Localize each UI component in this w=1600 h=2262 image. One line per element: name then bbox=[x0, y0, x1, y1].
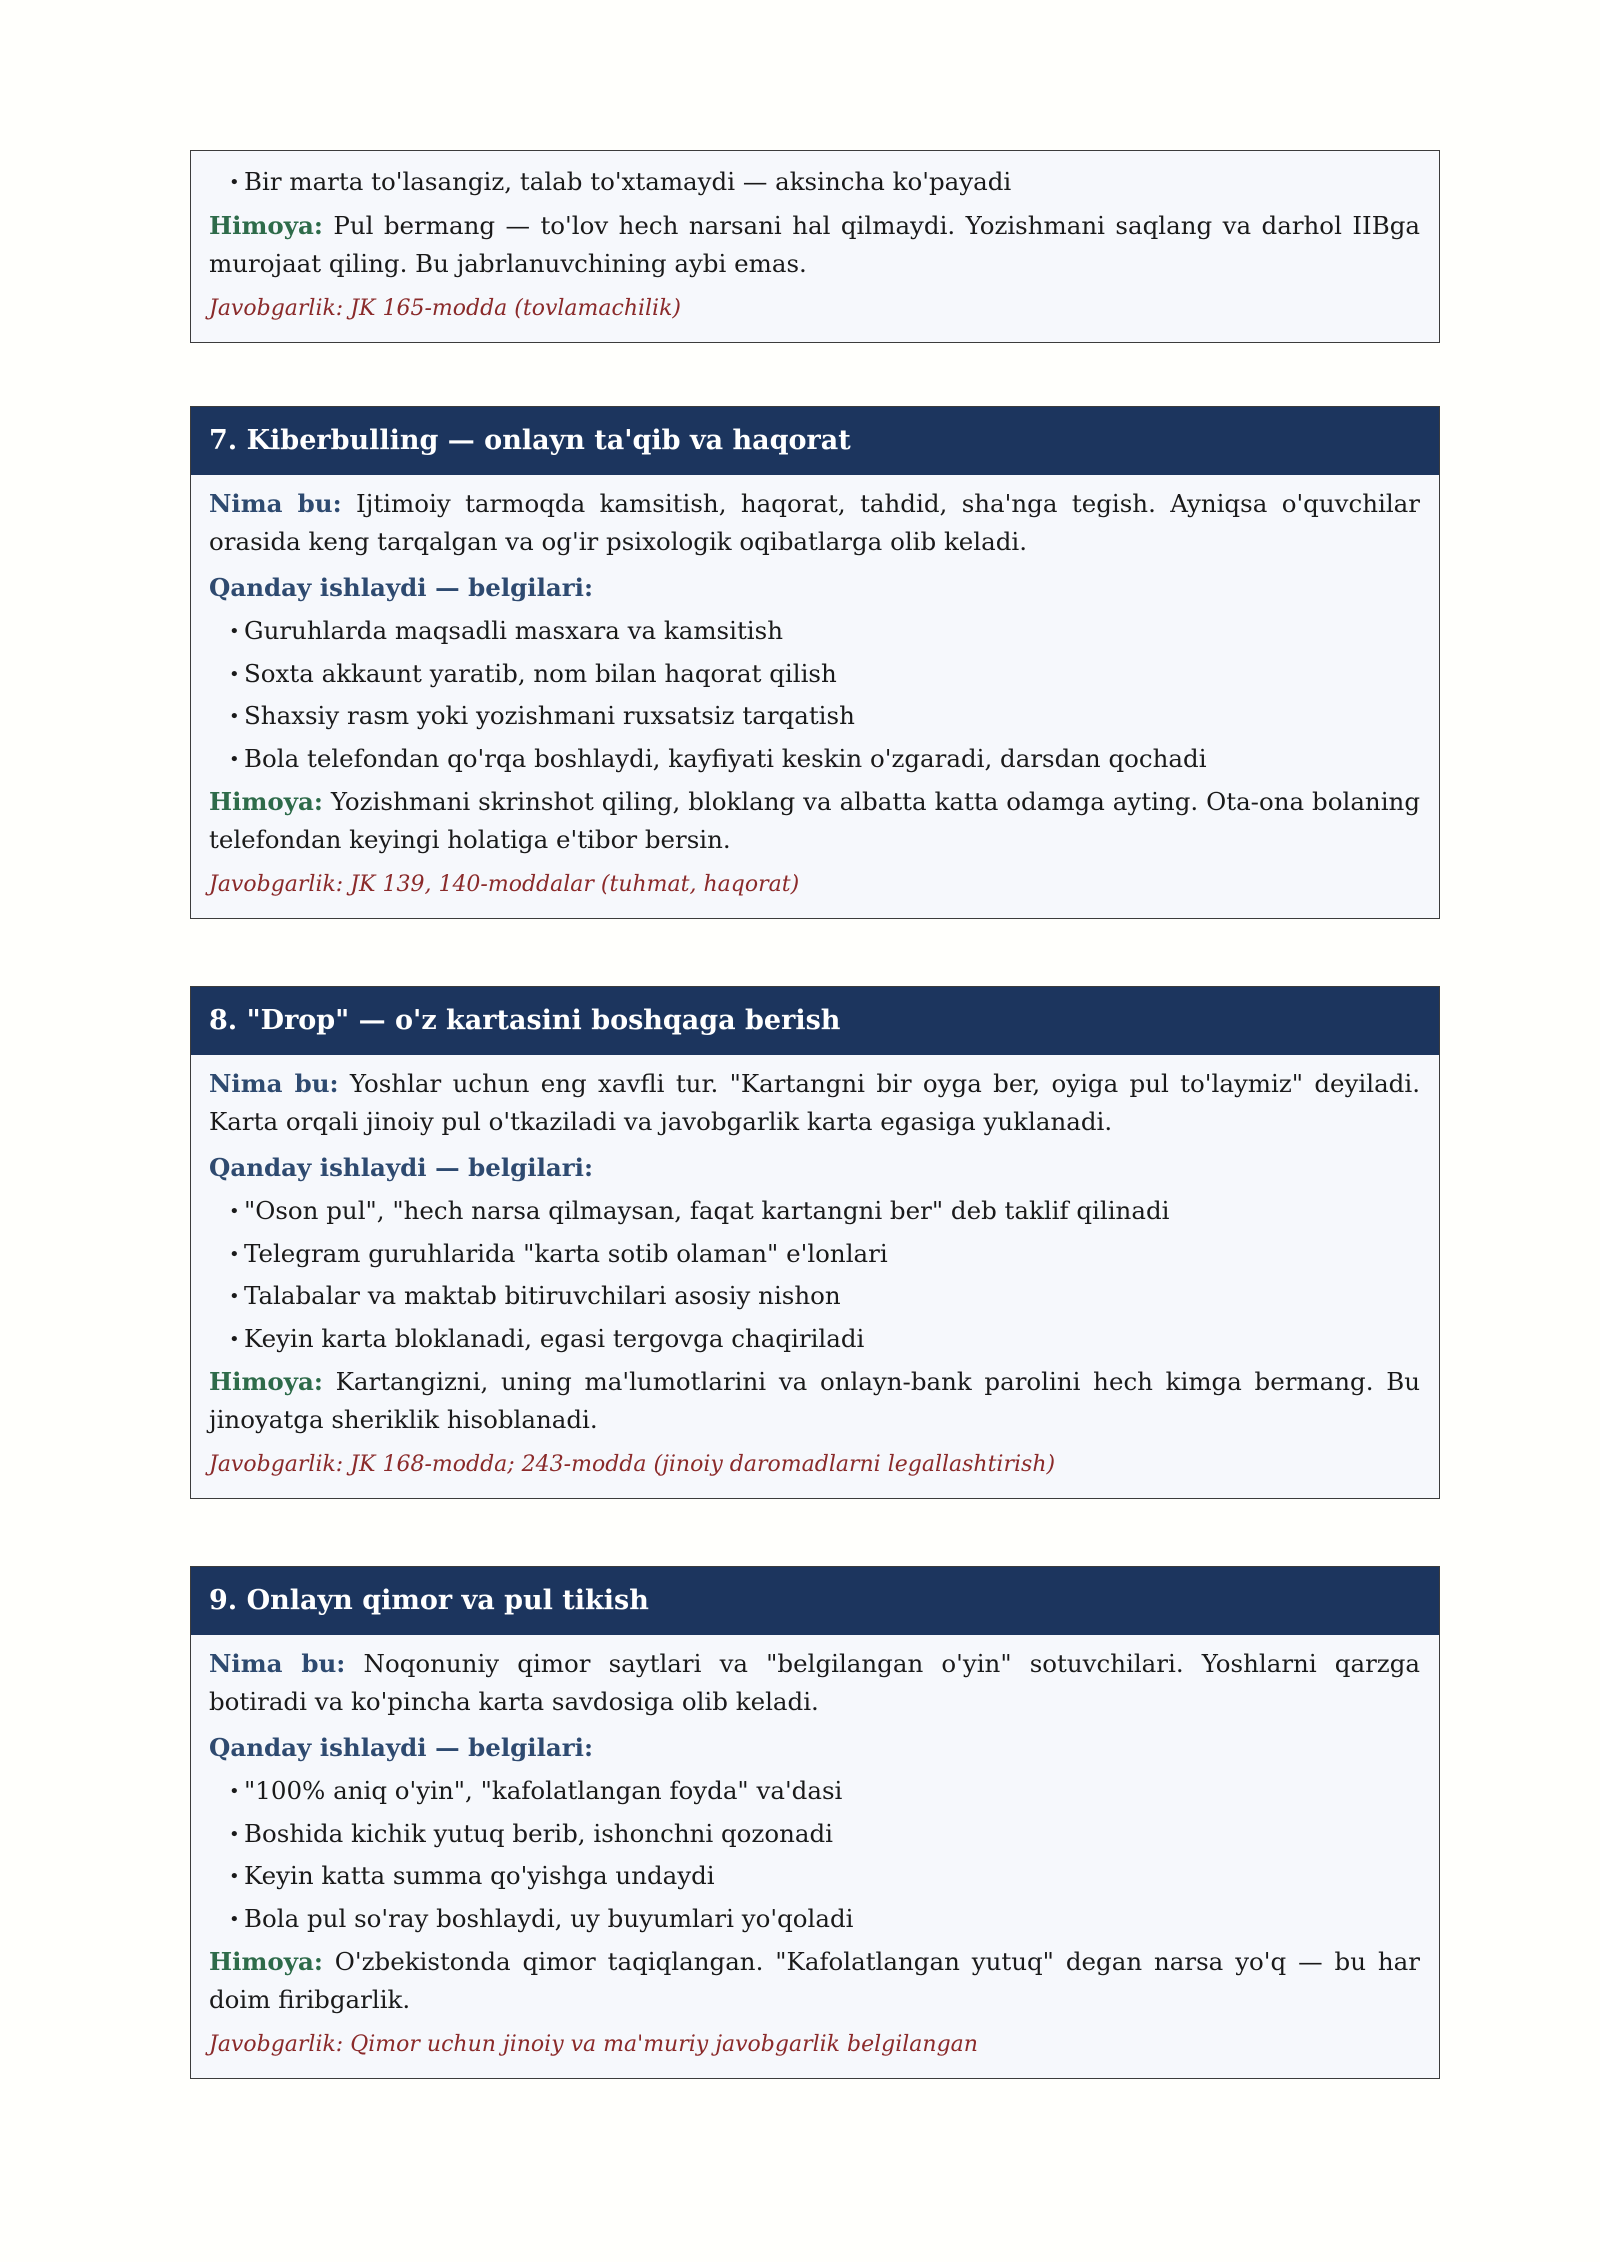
protection-paragraph bbox=[209, 1363, 1420, 1439]
how-heading: Qanday ishlaydi — belgilari: bbox=[209, 573, 594, 602]
what-label: Nima bu: bbox=[209, 489, 342, 518]
signs-list bbox=[209, 1770, 1420, 1940]
responsibility-note: Javobgarlik: JK 168-modda; 243-modda (jinoiy daromadlarni legallashtirish) bbox=[209, 1452, 1056, 1477]
list-item: • Keyin katta summa qo'yishga undaydi bbox=[229, 1861, 715, 1890]
signs-list bbox=[209, 161, 1420, 204]
protection-text: Kartangizni, uning ma'lumotlarini va onlayn-bank parolini hech kimga bermang. Bu jinoyatga sheriklik hisoblanadi. bbox=[209, 1367, 1420, 1434]
list-item: • Bola pul so'ray boshlaydi, uy buyumlari yo'qoladi bbox=[229, 1903, 854, 1933]
protection-paragraph bbox=[209, 783, 1420, 859]
list-item: • Boshida kichik yutuq berib, ishonchni qozonadi bbox=[229, 1818, 833, 1848]
what-paragraph bbox=[209, 1645, 1420, 1721]
signs-list bbox=[209, 1190, 1420, 1360]
section-8 bbox=[190, 986, 1440, 1499]
responsibility-note: Javobgarlik: Qimor uchun jinoiy va ma'muriy javobgarlik belgilangan bbox=[209, 2032, 978, 2057]
what-text: Ijtimoiy tarmoqda kamsitish, haqorat, tahdid, sha'nga tegish. Ayniqsa o'quvchilar orasida keng tarqalgan va og'ir psixologik oqibatlarga olib keladi. bbox=[209, 489, 1420, 556]
protection-paragraph bbox=[209, 1943, 1420, 2019]
protection-label: Himoya: bbox=[209, 1947, 323, 1976]
list-item: • Shaxsiy rasm yoki yozishmani ruxsatsiz tarqatish bbox=[229, 701, 855, 730]
section-9 bbox=[190, 1566, 1440, 2079]
list-item: • Soxta akkaunt yaratib, nom bilan haqorat qilish bbox=[229, 658, 837, 688]
list-item: • Keyin karta bloklanadi, egasi tergovga chaqiriladi bbox=[229, 1323, 865, 1353]
protection-text: Yozishmani skrinshot qiling, bloklang va albatta katta odamga ayting. Ota-ona bolaning telefondan keyingi holatiga e'tibor bersin. bbox=[209, 787, 1420, 854]
what-text: Noqonuniy qimor saytlari va "belgilangan o'yin" sotuvchilari. Yoshlarni qarzga botiradi va ko'pincha karta savdosiga olib keladi. bbox=[209, 1649, 1420, 1716]
responsibility-note: Javobgarlik: JK 165-modda (tovlamachilik) bbox=[209, 295, 682, 321]
protection-label: Himoya: bbox=[209, 787, 323, 816]
protection-text: Pul bermang — to'lov hech narsani hal qilmaydi. Yozishmani saqlang va darhol IIBga murojaat qiling. Bu jabrlanuvchining aybi emas. bbox=[209, 210, 1420, 278]
how-heading: Qanday ishlaydi — belgilari: bbox=[209, 1733, 594, 1762]
section-title: 9. Onlayn qimor va pul tikish bbox=[191, 1567, 1439, 1635]
list-item: • Guruhlarda maqsadli masxara va kamsitish bbox=[229, 616, 783, 645]
protection-paragraph bbox=[209, 207, 1420, 283]
section-7 bbox=[190, 406, 1440, 919]
what-label: Nima bu: bbox=[209, 1649, 346, 1678]
what-paragraph bbox=[209, 1065, 1420, 1141]
list-item: • "Oson pul", "hech narsa qilmaysan, faqat kartangni ber" deb taklif qilinadi bbox=[229, 1196, 1170, 1225]
section-6-continuation bbox=[190, 150, 1440, 343]
responsibility-note: Javobgarlik: JK 139, 140-moddalar (tuhmat, haqorat) bbox=[209, 872, 800, 897]
list-item: • "100% aniq o'yin", "kafolatlangan foyda" va'dasi bbox=[229, 1776, 843, 1805]
protection-label: Himoya: bbox=[209, 210, 323, 240]
protection-label: Himoya: bbox=[209, 1367, 323, 1396]
what-label: Nima bu: bbox=[209, 1069, 339, 1098]
how-heading: Qanday ishlaydi — belgilari: bbox=[209, 1153, 594, 1182]
list-item: • Bir marta to'lasangiz, talab to'xtamaydi — aksincha ko'payadi bbox=[229, 167, 1012, 196]
what-paragraph bbox=[209, 485, 1420, 561]
section-title: 7. Kiberbulling — onlayn ta'qib va haqorat bbox=[191, 407, 1439, 475]
list-item: • Telegram guruhlarida "karta sotib olaman" e'lonlari bbox=[229, 1238, 888, 1268]
signs-list bbox=[209, 610, 1420, 780]
list-item: • Bola telefondan qo'rqa boshlaydi, kayfiyati keskin o'zgaradi, darsdan qochadi bbox=[229, 743, 1207, 773]
what-text: Yoshlar uchun eng xavfli tur. "Kartangni bir oyga ber, oyiga pul to'laymiz" deyiladi. Karta orqali jinoiy pul o'tkaziladi va javobgarlik karta egasiga yuklanadi. bbox=[209, 1069, 1420, 1136]
section-title: 8. "Drop" — o'z kartasini boshqaga berish bbox=[191, 987, 1439, 1055]
list-item: • Talabalar va maktab bitiruvchilari asosiy nishon bbox=[229, 1281, 841, 1310]
protection-text: O'zbekistonda qimor taqiqlangan. "Kafolatlangan yutuq" degan narsa yo'q — bu har doim firibgarlik. bbox=[209, 1947, 1420, 2014]
